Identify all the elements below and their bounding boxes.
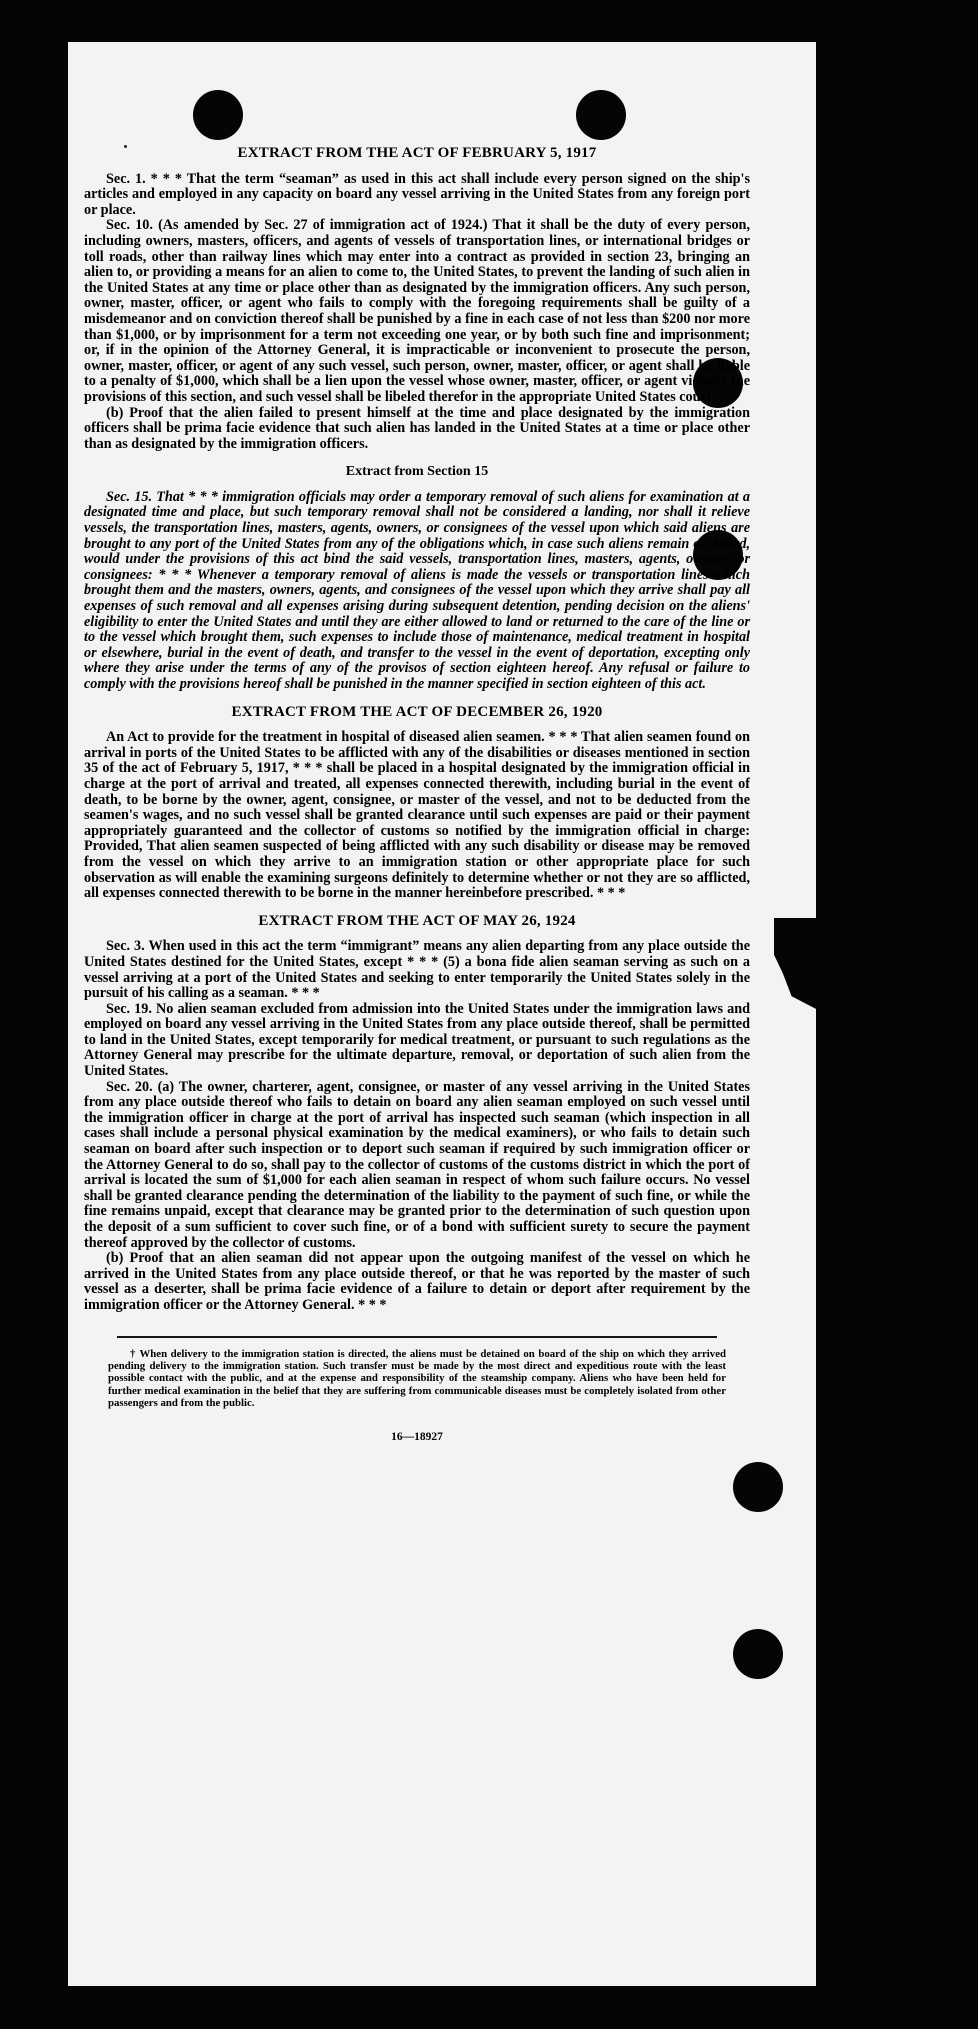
punch-hole-right-4 xyxy=(733,1629,783,1679)
heading-act-1920: EXTRACT FROM THE ACT OF DECEMBER 26, 1920 xyxy=(231,703,603,720)
act-1924-section-20b: (b) Proof that an alien seaman did not appear upon the outgoing manifest of the vessel on which he arrived in the United States from any place outside thereof, or that he was reported by the master of such vessel as a deserter, shall be prima facie evidence of a failure to detain or deport after requirement by the immigration officer or the Attorney General. * * * xyxy=(84,1250,750,1313)
punch-hole-right-3 xyxy=(733,1462,783,1512)
act-1917-section-1: Sec. 1. * * * That the term “seaman” as used in this act shall include every person signed on the ship's articles and employed in any capacity on board any vessel arriving in the United States from any foreign port or place. xyxy=(84,170,750,218)
footnote-divider xyxy=(117,1336,717,1338)
form-number: 16—18927 xyxy=(391,1430,443,1443)
act-1924-section-19: Sec. 19. No alien seaman excluded from admission into the United States under the immigration laws and employed on board any vessel arriving in the United States from any place outside thereof, shall be permitted to land in the United States, except temporarily for medical treatment, or pursuant to such regulations as the Attorney General may prescribe for the ultimate departure, removal, or deportation of such alien from the United States. xyxy=(84,1000,750,1080)
act-1917-section-10b: (b) Proof that the alien failed to present himself at the time and place designated by the immigration officers shall be prima facie evidence that such alien has landed in the United States at a time or place other than as designated by the immigration officers. xyxy=(84,404,750,452)
act-1924-section-3: Sec. 3. When used in this act the term “immigrant” means any alien departing from any place outside the United States destined for the United States, except * * * (5) a bona fide alien seaman serving as such on a vessel arriving at a port of the United States and seeking to enter temporarily the United States solely in the pursuit of his calling as a seaman. * * * xyxy=(84,938,750,1002)
act-1924-section-20a: Sec. 20. (a) The owner, charterer, agent, consignee, or master of any vessel arriving in the United States from any place outside thereof who fails to detain on board any alien seaman employed on such vessel until the immigration officer in charge at the port of arrival has inspected such seaman (which inspection in all cases shall include a personal physical examination by the medical examiners), or who fails to detain such seaman on board after such inspection or to deport such seaman if required by such immigration officer or the Attorney General to do so, shall pay to the collector of customs of the customs district in which the port of arrival is located the sum of $1,000 for each alien seaman in respect of whom such failure occurs. No vessel shall be granted clearance pending the determination of the liability to the payment of such fine, or while the fine remains unpaid, except that clearance may be granted prior to the determination of such question upon the deposit of a sum sufficient to cover such fine, or of a bond with sufficient surety to secure the payment thereof approved by the collector of customs. xyxy=(84,1078,750,1251)
heading-act-1917: EXTRACT FROM THE ACT OF FEBRUARY 5, 1917 xyxy=(237,145,597,161)
document-body xyxy=(84,134,750,1445)
act-1920-text: An Act to provide for the treatment in hospital of diseased alien seamen. * * * That alien seamen found on arrival in ports of the United States to be afflicted with any of the disabilities or diseases mentioned in section 35 of the act of February 5, 1917, * * * shall be placed in a hospital designated by the immigration official in charge at the port of arrival and treated, all expenses connected therewith, including burial in the event of death, to be borne by the owner, agent, consignee, or master of the vessel, and not to be deducted from the seamen's wages, and no such vessel shall be granted clearance until such expenses are paid or their payment appropriately guaranteed and the collector of customs so notified by the immigration official in charge: Provided, That alien seamen suspected of being afflicted with any such disability or disease may be removed from the vessel on which they arrive to an immigration station or other appropriate place for such observation as will enable the examining surgeons definitely to determine whether or not they are so afflicted, all expenses connected therewith to be borne in the manner hereinbefore prescribed. * * * xyxy=(84,729,750,902)
heading-section-15: Extract from Section 15 xyxy=(345,464,489,480)
heading-act-1924: EXTRACT FROM THE ACT OF MAY 26, 1924 xyxy=(258,912,576,929)
punch-hole-top-right xyxy=(576,90,626,140)
punch-hole-top-left xyxy=(193,90,243,140)
section-15-text: Sec. 15. That * * * immigration officials may order a temporary removal of such aliens for examination at a designated time and place, but such temporary removal shall not be considered a landing, nor shall it relieve vessels, the transportation lines, masters, agents, owners, or consignees of the vessel upon which said aliens are brought to any port of the United States from any of the obligations which, in case such aliens remain on board, would under the provisions of this act bind the said vessels, transportation lines, masters, agents, owners, or consignees: * * * Whenever a temporary removal of aliens is made the vessels or transportation lines which brought them and the masters, owners, agents, and consignees of the vessel upon which they arrive shall pay all expenses of such removal and all expenses arising during subsequent detention, pending decision on the aliens' eligibility to enter the United States and until they are either allowed to land or returned to the care of the line or to the vessel which brought them, such expenses to include those of maintenance, medical treatment in hospital or elsewhere, burial in the event of death, and transfer to the vessel in the event of deportation, excepting only where they arise under the terms of any of the provisos of section eighteen hereof. Any refusal or failure to comply with the provisions hereof shall be punished in the manner specified in section eighteen of this act. xyxy=(84,488,750,692)
act-1917-section-10: Sec. 10. (As amended by Sec. 27 of immigration act of 1924.) That it shall be the duty of every person, including owners, masters, officers, and agents of vessels of transportation lines, or international bridges or toll roads, other than railway lines which may enter into a contract as provided in section 23, bringing an alien to, or providing a means for an alien to come to, the United States, to prevent the landing of such alien in the United States at any time or place other than as designated by the immigration officers. Any such person, owner, master, officer, or agent who fails to comply with the foregoing requirements shall be guilty of a misdemeanor and on conviction thereof shall be punished by a fine in each case of not less than $200 nor more than $1,000, or by imprisonment for a term not exceeding one year, or by both such fine and imprisonment; or, if in the opinion of the Attorney General, it is impracticable or inconvenient to prosecute the person, owner, master, officer, or agent of any such vessel, such person, owner, master, officer, or agent shall be liable to a penalty of $1,000, which shall be a lien upon the vessel whose owner, master, officer, or agent violates the provisions of this section, and such vessel shall be libeled therefor in the appropriate United States court. xyxy=(84,217,750,405)
footnote: † When delivery to the immigration station is directed, the aliens must be detained on board of the ship on which they arrived pending delivery to the immigration station. Such transfer must be made by the most direct and expeditious route with the least possible contact with the public, and at the expense and responsibility of the steamship company. Aliens who have been held for further medical examination in the belief that they are suffering from communicable diseases must be completely isolated from other passengers and from the public. xyxy=(108,1347,726,1410)
